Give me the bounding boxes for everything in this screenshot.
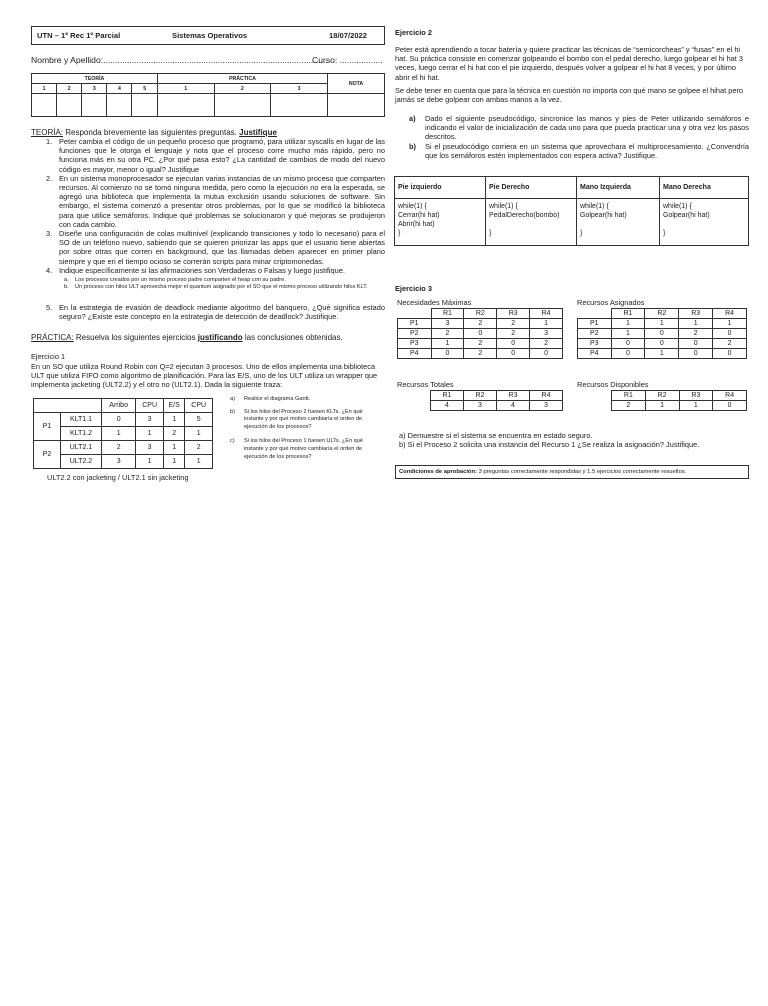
- ej1-trace-table: [33, 398, 213, 469]
- teoria-item: 4. Indique específicamente si las afirmaciones son Verdaderas o Falsas y luego justifique.: [46, 265, 345, 275]
- asig-cell: 1: [713, 319, 747, 329]
- grade-cell[interactable]: [271, 94, 328, 117]
- teoria-sublist: [31, 277, 385, 291]
- max-cell: 1: [530, 319, 563, 329]
- res-header: R2: [645, 391, 679, 401]
- ej1-question: b) Si los hilos del Proceso 2 fuesen KLTs. ¿En qué instante y por qué motivo cambiaría el orden de ejecución de los procesos?: [230, 408, 363, 430]
- max-cell: 1: [431, 339, 464, 349]
- ej2-question-a: a) Dado el siguiente pseudocódigo, sincronice las manos y pies de Peter utilizando semáforos e indicando el valor de inicialización de cada uno para que pueda practicar una y otra vez los pasos descritos.: [409, 114, 749, 142]
- trace-col-header: Arribo: [101, 399, 135, 413]
- ej1-questions: [230, 396, 382, 461]
- teoria-justifique: Justifique: [239, 128, 277, 137]
- pseudo-header: Mano Derecha: [660, 177, 749, 199]
- asig-cell: 0: [713, 329, 747, 339]
- pseudo-cell: while(1) { Golpear(hi hat) }: [660, 199, 749, 246]
- trace-col-header: E/S: [163, 399, 184, 413]
- proc-label: P1: [398, 319, 432, 329]
- trace-cell: 2: [163, 427, 184, 441]
- asig-cell: 1: [611, 319, 645, 329]
- res-header: R2: [464, 309, 497, 319]
- max-table: [397, 308, 563, 359]
- trace-cell: 1: [136, 455, 164, 469]
- grade-nota-header: NOTA: [328, 74, 385, 94]
- grade-practica-header: PRÁCTICA: [157, 74, 327, 84]
- max-cell: 3: [530, 329, 563, 339]
- grade-cell[interactable]: [214, 94, 271, 117]
- disp-cell: 0: [713, 401, 747, 411]
- ej2-pseudocode-table: [394, 176, 749, 246]
- pseudo-cell: while(1) { PedalDerecho(bombo) }: [486, 199, 577, 246]
- student-name-line: Nombre y Apellido:..............................................................................................: [31, 55, 328, 65]
- grade-col: 3: [271, 84, 328, 94]
- proc-label: P4: [578, 349, 612, 359]
- asig-cell: 1: [679, 319, 713, 329]
- proc-label: P3: [398, 339, 432, 349]
- res-header: R2: [645, 309, 679, 319]
- practica-label: PRÁCTICA:: [31, 333, 74, 342]
- teoria-label: TEORÍA:: [31, 128, 64, 137]
- grade-cell[interactable]: [57, 94, 82, 117]
- max-cell: 0: [497, 349, 530, 359]
- ej3-title: Ejercicio 3: [395, 284, 432, 293]
- max-cell: 3: [431, 319, 464, 329]
- asig-cell: 0: [679, 339, 713, 349]
- asig-cell: 1: [611, 329, 645, 339]
- ej1-note: ULT2.2 con jacketing / ULT2.1 sin jacketing: [47, 473, 189, 482]
- max-cell: 0: [530, 349, 563, 359]
- ej1-question: c) Si los hilos del Proceso 1 fuesen ULTs. ¿En qué instante y por qué motivo cambiaría el orden de ejecución de los procesos?: [230, 438, 363, 460]
- teoria-item: 3. Diseñe una configuración de colas multinivel (explicando transiciones y todo lo necesario) para el SO de un teléfono nuevo, sabiendo que se quieren priorizar las apps que el usuario tiene abiertas por sobre otras que corren en background, que las llamadas deben aparecer en primer plano siempre y que en el tiempo ocioso se correrán scripts para minar criptomonedas.: [46, 229, 385, 266]
- res-header: R4: [713, 391, 747, 401]
- teoria-list: [31, 137, 385, 275]
- grade-cell[interactable]: [107, 94, 132, 117]
- trace-proc: P2: [34, 441, 61, 469]
- asig-cell: 0: [713, 349, 747, 359]
- trace-cell: 3: [101, 455, 135, 469]
- res-header: R3: [497, 391, 530, 401]
- proc-label: P2: [398, 329, 432, 339]
- asig-cell: 0: [611, 339, 645, 349]
- asig-cell: 1: [645, 319, 679, 329]
- pseudo-header: Pie izquierdo: [395, 177, 486, 199]
- trace-corner: [34, 399, 61, 413]
- disp-table: [611, 390, 747, 411]
- asig-cell: 0: [679, 349, 713, 359]
- max-cell: 2: [464, 349, 497, 359]
- exam-date: 18/07/2022: [329, 31, 368, 40]
- total-cell: 3: [530, 401, 563, 411]
- approval-text: 3 preguntas correctamente respondidas y 1.5 ejercicios correctamente resueltos.: [476, 469, 687, 475]
- max-cell: 2: [464, 339, 497, 349]
- proc-label: P2: [578, 329, 612, 339]
- proc-label: P3: [578, 339, 612, 349]
- max-cell: 0: [431, 349, 464, 359]
- ej2-question-b: b) Si el pseudocódigo corriera en un sistema que aprovechara el multiprocesamiento. ¿Convendría que los semáforos estén implementados con espera activa? Justifique.: [409, 141, 749, 160]
- res-header: R4: [713, 309, 747, 319]
- trace-cell: 2: [185, 441, 213, 455]
- teoria-item: 5. En la estrategia de evasión de deadlock mediante algoritmo del banquero, ¿Qué significa estado seguro? ¿Existe este concepto en la estrategia de detección de deadlock? Justifique.: [46, 303, 385, 322]
- res-header: R2: [464, 391, 497, 401]
- trace-thread: ULT2.1: [61, 441, 102, 455]
- total-cell: 3: [464, 401, 497, 411]
- max-cell: 2: [464, 319, 497, 329]
- total-cell: 4: [497, 401, 530, 411]
- res-header: R3: [679, 391, 713, 401]
- max-cell: 0: [464, 329, 497, 339]
- teoria-item: 1. Peter cambia el código de un pequeño proceso que programó, para utilizar syscalls en lugar de las funciones que le otorga el lenguaje y nota que el proceso corre mucho más rápido, pero no funciona más en su otra PC. ¿Por qué pasa esto? ¿La cantidad de cambios de modo del nuevo código es mayor, menor o igual? Justifique: [46, 137, 385, 174]
- total-label: Recursos Totales: [397, 380, 454, 389]
- ej1-text: En un SO que utiliza Round Robin con Q=2 ejecutan 3 procesos. Uno de ellos implementa una biblioteca ULT que utiliza FIFO como algoritmo de planificación. Para las E/S, uno de los ULT utiliza un wrapper que implementa jacketing (ULT2.2) y el otro no (ULT2.1). Dada la siguiente traza:: [31, 362, 378, 390]
- disp-cell: 1: [679, 401, 713, 411]
- ej1-question: a) Realice el diagrama Gantt.: [230, 396, 311, 402]
- grade-col: 4: [107, 84, 132, 94]
- grade-col: 2: [214, 84, 271, 94]
- res-header: R1: [611, 309, 645, 319]
- max-cell: 2: [530, 339, 563, 349]
- grade-col: 5: [132, 84, 158, 94]
- trace-cell: 1: [163, 441, 184, 455]
- disp-label: Recursos Disponibles: [577, 380, 649, 389]
- grade-col: 1: [32, 84, 57, 94]
- trace-cell: 3: [136, 413, 164, 427]
- grade-col: 3: [82, 84, 107, 94]
- teoria-item: 2. En un sistema monoprocesador se ejecutan varias instancias de un mismo proceso que comparten recursos. Al comienzo no se tomó ninguna medida, pero como la ejecución no era la esperada, se agregó una biblioteca que implementa la mutua exclusión usando soluciones de software. Sin embargo, el sistema comenzó a presentar otros problemas, por lo que se modificó la biblioteca para que utilice semáforos. Indique qué problemas se solucionaron y qué mejoras se produjeron con cada cambio.: [46, 173, 385, 229]
- disp-cell: 2: [612, 401, 646, 411]
- asig-cell: 1: [645, 349, 679, 359]
- ej2-text2: Se debe tener en cuenta que para la técnica en cuestión no importa con qué mano se golpee el hihat pero jamás se debe golpear con ambas manos a la vez.: [395, 86, 744, 105]
- trace-cell: 1: [136, 427, 164, 441]
- pseudo-header: Pie Derecho: [486, 177, 577, 199]
- grade-teoria-header: TEORÍA: [32, 74, 158, 84]
- exam-header: [31, 26, 385, 45]
- asig-cell: 0: [611, 349, 645, 359]
- pseudo-cell: while(1) { Golpear(hi hat) }: [577, 199, 660, 246]
- trace-corner: [61, 399, 102, 413]
- asig-cell: 2: [713, 339, 747, 349]
- grade-cell[interactable]: [32, 94, 57, 117]
- ej2-questions: [395, 114, 749, 160]
- res-header: R1: [431, 309, 464, 319]
- teoria-instruction: Responda brevemente las siguientes preguntas.: [63, 128, 240, 137]
- ej2-title: Ejercicio 2: [395, 28, 432, 37]
- grade-table: [31, 73, 385, 117]
- max-cell: 0: [497, 339, 530, 349]
- practica-justificando: justificando: [197, 333, 243, 342]
- trace-cell: 3: [136, 441, 164, 455]
- grade-cell[interactable]: [328, 94, 385, 117]
- trace-thread: KLT1.1: [61, 413, 102, 427]
- exam-subject: Sistemas Operativos: [172, 31, 248, 40]
- proc-label: P4: [398, 349, 432, 359]
- trace-cell: 1: [185, 455, 213, 469]
- pseudo-header: Mano Izquierda: [577, 177, 660, 199]
- teoria-list-5: [31, 303, 385, 321]
- asig-label: Recursos Asignados: [577, 298, 645, 307]
- exam-institution: UTN – 1º Rec 1º Parcial: [37, 31, 121, 40]
- proc-label: P1: [578, 319, 612, 329]
- ej3-question-a: a) Demuestre si el sistema se encuentra en estado seguro.: [399, 431, 593, 440]
- disp-cell: 1: [645, 401, 679, 411]
- grade-cell[interactable]: [157, 94, 214, 117]
- res-header: R3: [679, 309, 713, 319]
- grade-col: 2: [57, 84, 82, 94]
- ej3-question-b: b) Si el Proceso 2 solicita una instancia del Recurso 1 ¿Se realiza la asignación? Justifique.: [399, 440, 700, 449]
- trace-thread: ULT2.2: [61, 455, 102, 469]
- total-cell: 4: [431, 401, 464, 411]
- trace-cell: 1: [163, 413, 184, 427]
- res-header: R1: [431, 391, 464, 401]
- teoria-subitem: b. Un proceso con hilos ULT aprovecha mejor el quantum asignado por el SO que el mismo proceso utilizando hilos KLT.: [64, 284, 368, 291]
- asig-table: [577, 308, 747, 359]
- approval-label: Condiciones de aprobación:: [399, 469, 477, 475]
- approval-box: [395, 465, 749, 479]
- max-cell: 2: [497, 319, 530, 329]
- grade-cell[interactable]: [82, 94, 107, 117]
- pseudo-cell: while(1) { Cerrar(hi hat) Abrir(hi hat) }: [395, 199, 486, 246]
- asig-cell: 0: [645, 339, 679, 349]
- trace-cell: 1: [185, 427, 213, 441]
- asig-cell: 0: [645, 329, 679, 339]
- res-header: R4: [530, 391, 563, 401]
- max-label: Necesidades Máximas: [397, 298, 472, 307]
- trace-cell: 0: [101, 413, 135, 427]
- ej2-text1: Peter está aprendiendo a tocar batería y quiere practicar las técnicas de “semicorcheas” y “fusas” en el hi hat. Su práctica consiste en comenzar golpeando el bombo con el pedal derecho, luego golpear el hi hat 3 veces, luego cerrar el hi hat con el pie izquierdo, después volver a golpear el hi hat 8 veces, y por último abrir el hi hat.: [395, 45, 744, 82]
- grade-col: 1: [157, 84, 214, 94]
- res-header: R1: [612, 391, 646, 401]
- teoria-subitem: a. Los procesos creados por un mismo proceso padre comparten el heap con su padre.: [64, 277, 286, 283]
- total-table: [430, 390, 563, 411]
- trace-col-header: CPU: [136, 399, 164, 413]
- max-cell: 2: [431, 329, 464, 339]
- max-cell: 2: [497, 329, 530, 339]
- res-header: R4: [530, 309, 563, 319]
- trace-cell: 5: [185, 413, 213, 427]
- trace-proc: P1: [34, 413, 61, 441]
- practica-heading: PRÁCTICA: Resuelva los siguientes ejercicios justificando las conclusiones obtenidas.: [31, 333, 343, 342]
- trace-col-header: CPU: [185, 399, 213, 413]
- asig-cell: 2: [679, 329, 713, 339]
- trace-cell: 2: [101, 441, 135, 455]
- trace-cell: 1: [101, 427, 135, 441]
- ej1-title: Ejercicio 1: [31, 352, 66, 361]
- student-course-line: Curso: ..................: [312, 55, 383, 65]
- trace-cell: 1: [163, 455, 184, 469]
- res-header: R3: [497, 309, 530, 319]
- trace-thread: KLT1.2: [61, 427, 102, 441]
- grade-cell[interactable]: [132, 94, 158, 117]
